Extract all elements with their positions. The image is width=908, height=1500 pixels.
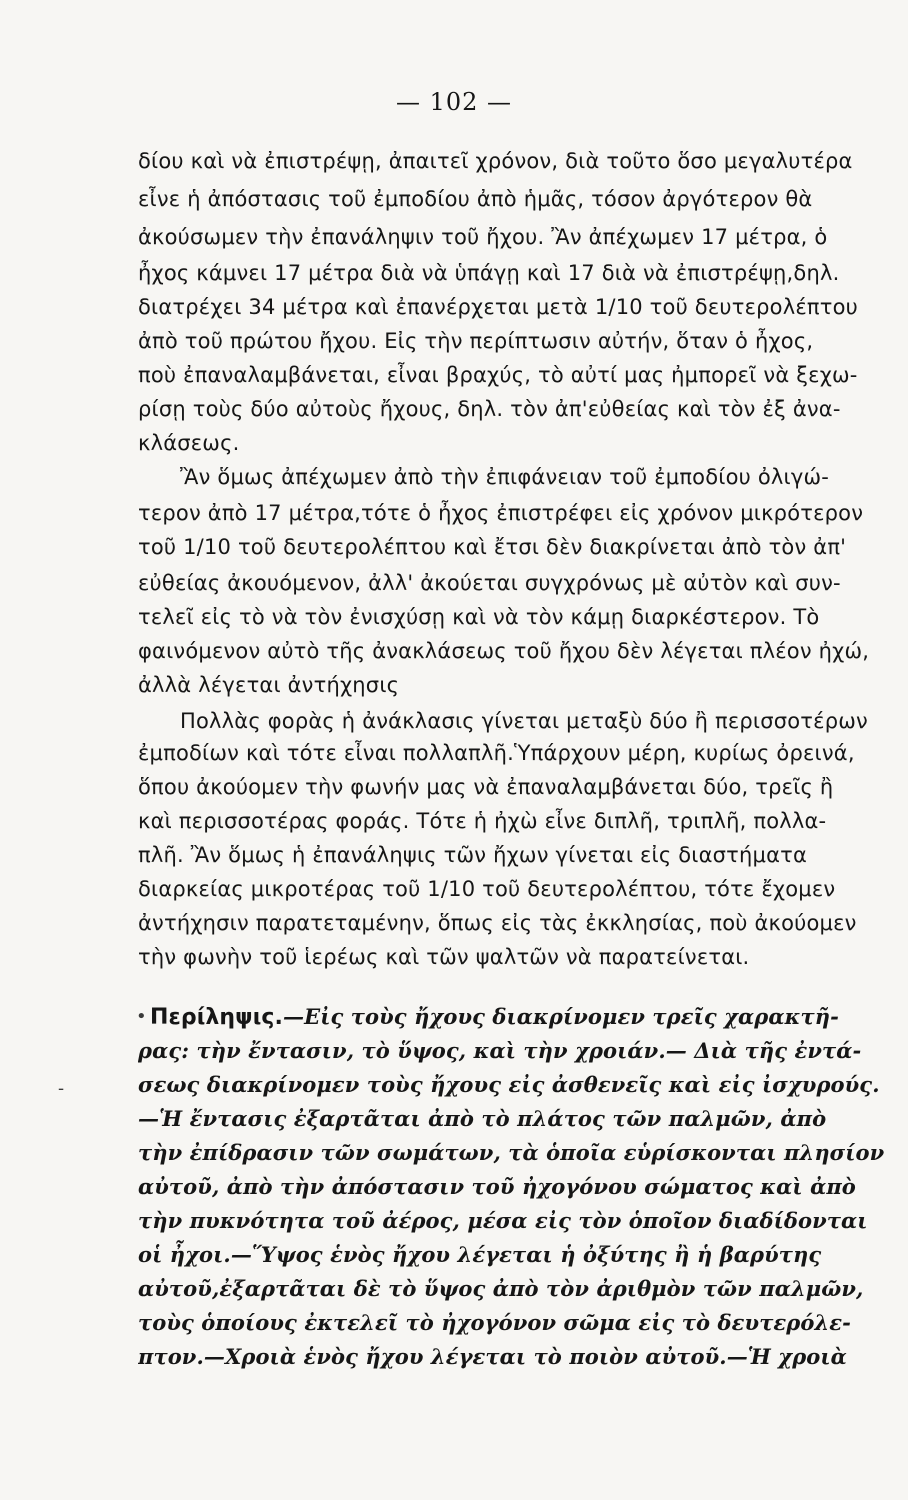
summary-line: τὴν πυκνότητα τοῦ ἀέρος, μέσα εἰς τὸν ὁποῖον διαδίδονται (138, 1208, 868, 1233)
summary-line: τοὺς ὁποίους ἐκτελεῖ τὸ ἠχογόνον σῶμα εἰς τὸ δευτερόλε- (138, 1310, 851, 1335)
body-line: ἀκούσωμεν τὴν ἐπανάληψιν τοῦ ἤχου. Ἂν ἀπέχωμεν 17 μέτρα, ὁ (138, 225, 828, 249)
body-line: τὴν φωνὴν τοῦ ἱερέως καὶ τῶν ψαλτῶν νὰ παρατείνεται. (138, 945, 750, 969)
summary-line: αὐτοῦ, ἀπὸ τὴν ἀπόστασιν τοῦ ἠχογόνου σώματος καὶ ἀπὸ (138, 1174, 856, 1199)
page-number: — 102 — (395, 88, 513, 116)
margin-mark: ‐ (58, 1078, 65, 1099)
body-line: εὐθείας ἀκουόμενον, ἀλλ' ἀκούεται συγχρόνως μὲ αὐτὸν καὶ συν- (138, 571, 841, 595)
body-line: διαρκείας μικροτέρας τοῦ 1/10 τοῦ δευτερολέπτου, τότε ἔχομεν (138, 877, 836, 901)
summary-line: σεως διακρίνομεν τοὺς ἤχους εἰς ἀσθενεῖς καὶ εἰς ἰσχυρούς. (138, 1072, 880, 1097)
body-line: τοῦ 1/10 τοῦ δευτερολέπτου καὶ ἔτσι δὲν διακρίνεται ἀπὸ τὸν ἀπ' (138, 535, 847, 559)
summary-line: ρας: τὴν ἔντασιν, τὸ ὕψος, καὶ τὴν χροιάν.— Διὰ τῆς ἐντά- (138, 1038, 862, 1063)
paragraph-start-line: Πολλὰς φορὰς ἡ ἀνάκλασις γίνεται μεταξὺ δύο ἢ περισσοτέρων (180, 709, 868, 733)
ink-dot-mark: • (136, 1006, 147, 1027)
body-line: τελεῖ εἰς τὸ νὰ τὸν ἐνισχύσῃ καὶ νὰ τὸν κάμῃ διαρκέστερον. Τὸ (138, 605, 820, 629)
paragraph-start-line: Ἂν ὅμως ἀπέχωμεν ἀπὸ τὴν ἐπιφάνειαν τοῦ ἐμποδίου ὀλιγώ- (180, 465, 830, 489)
body-line: διατρέχει 34 μέτρα καὶ ἐπανέρχεται μετὰ 1/10 τοῦ δευτερολέπτου (138, 295, 858, 319)
summary-first-line (150, 1002, 890, 1033)
body-line: εἶνε ἡ ἀπόστασις τοῦ ἐμποδίου ἀπὸ ἡμᾶς, τόσον ἀργότερον θὰ (138, 187, 813, 211)
summary-heading: Περίληψις. (150, 1005, 283, 1030)
body-line: καὶ περισσοτέρας φοράς. Τότε ἡ ἠχὼ εἶνε διπλῆ, τριπλῆ, πολλα- (138, 809, 827, 833)
body-line: ἦχος κάμνει 17 μέτρα διὰ νὰ ὑπάγῃ καὶ 17 διὰ νὰ ἐπιστρέψῃ,δηλ. (138, 261, 840, 285)
body-line: φαινόμενον αὐτὸ τῆς ἀνακλάσεως τοῦ ἤχου δὲν λέγεται πλέον ἠχώ, (138, 639, 870, 663)
body-line: ἐμποδίων καὶ τότε εἶναι πολλαπλῆ.Ὑπάρχουν μέρη, κυρίως ὀρεινά, (138, 741, 855, 765)
body-line: ποὺ ἐπαναλαμβάνεται, εἶναι βραχύς, τὸ αὐτί μας ἠμπορεῖ νὰ ξεχω- (138, 363, 858, 387)
summary-line: τὴν ἐπίδρασιν τῶν σωμάτων, τὰ ὁποῖα εὑρίσκονται πλησίον (138, 1140, 885, 1165)
summary-line: πτον.—Χροιὰ ἑνὸς ἤχου λέγεται τὸ ποιὸν αὐτοῦ.—Ἡ χροιὰ (138, 1344, 847, 1369)
body-line: πλῆ. Ἂν ὅμως ἡ ἐπανάληψις τῶν ἤχων γίνεται εἰς διαστήματα (138, 843, 808, 867)
summary-first-line-text: —Εἰς τοὺς ἤχους διακρίνομεν τρεῖς χαρακτῆ- (283, 1004, 839, 1029)
body-line: τερον ἀπὸ 17 μέτρα,τότε ὁ ἦχος ἐπιστρέφει εἰς χρόνον μικρότερον (138, 501, 864, 525)
body-line: ἀπὸ τοῦ πρώτου ἤχου. Εἰς τὴν περίπτωσιν αὐτήν, ὅταν ὁ ἦχος, (138, 329, 814, 353)
summary-line: —Ἡ ἔντασις ἐξαρτᾶται ἀπὸ τὸ πλάτος τῶν παλμῶν, ἀπὸ (138, 1106, 827, 1131)
body-line: ἀλλὰ λέγεται ἀντήχησις (138, 673, 400, 697)
summary-line: αὐτοῦ,ἐξαρτᾶται δὲ τὸ ὕψος ἀπὸ τὸν ἀριθμὸν τῶν παλμῶν, (138, 1276, 864, 1301)
body-line: ἀντήχησιν παρατεταμένην, ὅπως εἰς τὰς ἐκκλησίας, ποὺ ἀκούομεν (138, 911, 857, 935)
body-line: κλάσεως. (138, 431, 240, 455)
body-line: ρίσῃ τοὺς δύο αὐτοὺς ἤχους, δηλ. τὸν ἀπ'εὐθείας καὶ τὸν ἐξ ἀνα- (138, 397, 841, 421)
body-line: ὅπου ἀκούομεν τὴν φωνήν μας νὰ ἐπαναλαμβάνεται δύο, τρεῖς ἢ (138, 775, 834, 799)
summary-line: οἱ ἦχοι.—Ὕψος ἑνὸς ἤχου λέγεται ἡ ὀξύτης ἢ ἡ βαρύτης (138, 1242, 822, 1267)
body-line: δίου καὶ νὰ ἐπιστρέψῃ, ἀπαιτεῖ χρόνον, διὰ τοῦτο ὅσο μεγαλυτέρα (138, 149, 853, 173)
